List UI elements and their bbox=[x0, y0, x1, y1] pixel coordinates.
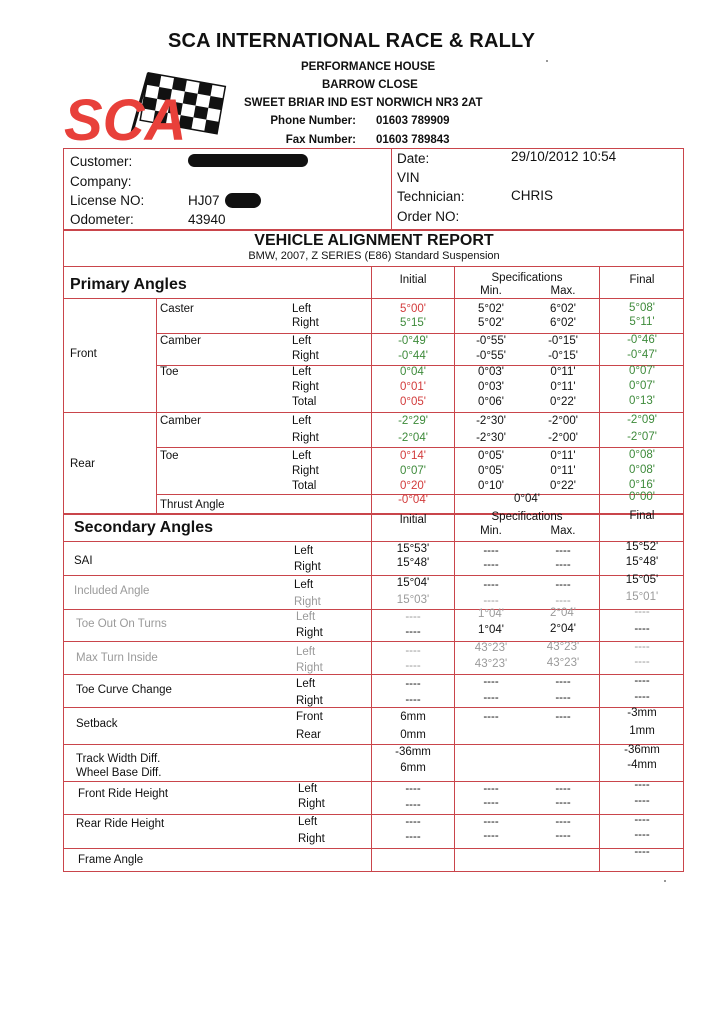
technician-label: Technician: bbox=[397, 189, 465, 204]
primary-col-min: Min. bbox=[480, 285, 502, 297]
primary-row-9-side-label: Left bbox=[292, 450, 312, 462]
toe-curve-label: Toe Curve Change bbox=[76, 684, 172, 696]
primary-col-initial: Initial bbox=[399, 274, 427, 286]
front-ride-initial-right: ---- bbox=[405, 799, 421, 811]
max-turn-right-label: Right bbox=[296, 662, 323, 674]
sai-right-label: Right bbox=[294, 561, 321, 573]
sai-min-left: ---- bbox=[483, 545, 499, 557]
setback-min: ---- bbox=[483, 711, 499, 723]
track-width-final: -36mm bbox=[624, 744, 660, 756]
toe-curve-left-label: Left bbox=[296, 678, 316, 690]
primary-row-9-final: 0°08' bbox=[629, 449, 655, 461]
toe-curve-min-left: ---- bbox=[483, 676, 499, 688]
phone-number: 01603 789909 bbox=[376, 115, 450, 127]
included-min-right: ---- bbox=[483, 595, 499, 607]
front-ride-final-left: ---- bbox=[634, 779, 650, 791]
primary-row-10-final: 0°08' bbox=[629, 464, 655, 476]
odometer-value: 43940 bbox=[188, 212, 226, 227]
primary-row-0-spec-max: 6°02' bbox=[550, 303, 576, 315]
primary-row-10-spec-min: 0°05' bbox=[478, 465, 504, 477]
primary-row-4-spec-max: 0°11' bbox=[550, 366, 576, 378]
max-turn-left-label: Left bbox=[296, 646, 316, 658]
included-right-label: Right bbox=[294, 596, 321, 608]
primary-row-10-spec-max: 0°11' bbox=[550, 465, 576, 477]
phone-label: Phone Number: bbox=[270, 115, 356, 127]
max-turn-label: Max Turn Inside bbox=[76, 652, 158, 664]
primary-row-6-spec-min: 0°06' bbox=[478, 396, 504, 408]
toe-out-initial-left: ---- bbox=[405, 611, 421, 623]
primary-row-8-spec-max: -2°00' bbox=[548, 432, 578, 444]
date-label: Date: bbox=[397, 151, 430, 166]
frame-angle-label: Frame Angle bbox=[78, 854, 144, 866]
address-line-2: BARROW CLOSE bbox=[322, 79, 418, 91]
primary-row-7-spec-min: -2°30' bbox=[476, 415, 506, 427]
primary-row-9-spec-max: 0°11' bbox=[550, 450, 576, 462]
toe-curve-initial-left: ---- bbox=[405, 678, 421, 690]
max-turn-initial-left: ---- bbox=[405, 645, 421, 657]
toe-curve-max-right: ---- bbox=[555, 692, 571, 704]
thrust-final: 0°00' bbox=[629, 491, 655, 503]
logo-text: SCA bbox=[64, 88, 187, 144]
address-line-3: SWEET BRIAR IND EST NORWICH NR3 2AT bbox=[244, 97, 483, 109]
primary-row-7-group-label: Camber bbox=[160, 415, 201, 427]
rear-ride-label: Rear Ride Height bbox=[76, 818, 165, 830]
frame-angle-final: ---- bbox=[634, 846, 650, 858]
thrust-angle-label: Thrust Angle bbox=[160, 499, 225, 511]
setback-front-label: Front bbox=[296, 711, 323, 723]
primary-row-3-side-label: Right bbox=[292, 350, 319, 362]
toe-curve-max-left: ---- bbox=[555, 676, 571, 688]
included-final-left: 15°05' bbox=[625, 574, 659, 586]
secondary-col-final: Final bbox=[629, 510, 655, 522]
rear-ride-max-left: ---- bbox=[555, 816, 571, 828]
primary-row-9-initial: 0°14' bbox=[400, 450, 426, 462]
primary-row-0-spec-min: 5°02' bbox=[478, 303, 504, 315]
odometer-label: Odometer: bbox=[70, 212, 134, 227]
primary-row-1-final: 5°11' bbox=[629, 316, 655, 328]
toe-out-label: Toe Out On Turns bbox=[76, 618, 167, 630]
rear-label: Rear bbox=[70, 458, 95, 470]
toe-out-right-label: Right bbox=[296, 627, 323, 639]
primary-row-7-final: -2°09' bbox=[627, 414, 657, 426]
toe-curve-initial-right: ---- bbox=[405, 694, 421, 706]
rear-ride-initial-left: ---- bbox=[405, 816, 421, 828]
redacted-customer bbox=[188, 154, 308, 167]
primary-row-2-spec-min: -0°55' bbox=[476, 335, 506, 347]
sai-label: SAI bbox=[74, 555, 93, 567]
included-max-left: ---- bbox=[555, 579, 571, 591]
max-turn-final-left: ---- bbox=[634, 641, 650, 653]
date-value: 29/10/2012 10:54 bbox=[511, 149, 617, 164]
max-turn-max-right: 43°23' bbox=[546, 657, 580, 669]
primary-row-2-spec-max: -0°15' bbox=[548, 335, 578, 347]
rear-ride-max-right: ---- bbox=[555, 830, 571, 842]
primary-angles-title: Primary Angles bbox=[70, 276, 187, 293]
sai-max-right: ---- bbox=[555, 559, 571, 571]
toe-curve-right-label: Right bbox=[296, 695, 323, 707]
primary-row-2-initial: -0°49' bbox=[398, 335, 428, 347]
company-name: SCA INTERNATIONAL RACE & RALLY bbox=[168, 30, 536, 52]
primary-row-8-spec-min: -2°30' bbox=[476, 432, 506, 444]
primary-row-8-initial: -2°04' bbox=[398, 432, 428, 444]
primary-row-5-final: 0°07' bbox=[629, 380, 655, 392]
primary-row-4-group-label: Toe bbox=[160, 366, 179, 378]
primary-row-11-initial: 0°20' bbox=[400, 480, 426, 492]
toe-out-initial-right: ---- bbox=[405, 626, 421, 638]
sca-logo bbox=[62, 62, 232, 144]
company-label: Company: bbox=[70, 174, 132, 189]
toe-out-final-left: ---- bbox=[634, 606, 650, 618]
primary-col-specs: Specifications bbox=[491, 272, 563, 284]
primary-row-0-group-label: Caster bbox=[160, 303, 194, 315]
primary-row-0-final: 5°08' bbox=[629, 302, 655, 314]
sai-initial-left: 15°53' bbox=[396, 543, 430, 555]
primary-row-5-spec-min: 0°03' bbox=[478, 381, 504, 393]
sai-left-label: Left bbox=[294, 545, 314, 557]
vin-label: VIN bbox=[397, 170, 420, 185]
secondary-col-min: Min. bbox=[480, 525, 502, 537]
primary-row-11-final: 0°16' bbox=[629, 479, 655, 491]
setback-rear-label: Rear bbox=[296, 729, 321, 741]
primary-row-1-side-label: Right bbox=[292, 317, 319, 329]
front-ride-right-label: Right bbox=[298, 798, 325, 810]
front-ride-min-right: ---- bbox=[483, 797, 499, 809]
report-subtitle: BMW, 2007, Z SERIES (E86) Standard Suspension bbox=[248, 250, 500, 262]
track-width-initial: -36mm bbox=[395, 746, 431, 758]
rear-ride-final-right: ---- bbox=[634, 829, 650, 841]
order-label: Order NO: bbox=[397, 209, 460, 224]
primary-row-1-spec-min: 5°02' bbox=[478, 317, 504, 329]
wheel-base-label: Wheel Base Diff. bbox=[76, 767, 162, 779]
max-turn-max-left: 43°23' bbox=[546, 641, 580, 653]
included-final-right: 15°01' bbox=[625, 591, 659, 603]
included-max-right: ---- bbox=[555, 595, 571, 607]
front-ride-min-left: ---- bbox=[483, 783, 499, 795]
included-left-label: Left bbox=[294, 579, 314, 591]
max-turn-min-right: 43°23' bbox=[474, 658, 508, 670]
primary-row-6-spec-max: 0°22' bbox=[550, 396, 576, 408]
license-label: License NO: bbox=[70, 193, 145, 208]
max-turn-initial-right: ---- bbox=[405, 660, 421, 672]
primary-row-6-initial: 0°05' bbox=[400, 396, 426, 408]
primary-row-5-spec-max: 0°11' bbox=[550, 381, 576, 393]
customer-label: Customer: bbox=[70, 154, 133, 169]
rear-ride-final-left: ---- bbox=[634, 814, 650, 826]
primary-row-0-initial: 5°00' bbox=[400, 303, 426, 315]
primary-row-1-spec-max: 6°02' bbox=[550, 317, 576, 329]
sai-final-left: 15°52' bbox=[625, 541, 659, 553]
included-initial-left: 15°04' bbox=[396, 577, 430, 589]
toe-out-max-right: 2°04' bbox=[550, 623, 576, 635]
primary-row-3-initial: -0°44' bbox=[398, 350, 428, 362]
toe-curve-min-right: ---- bbox=[483, 692, 499, 704]
technician-value: CHRIS bbox=[511, 188, 554, 203]
primary-row-4-initial: 0°04' bbox=[400, 366, 426, 378]
primary-row-7-spec-max: -2°00' bbox=[548, 415, 578, 427]
primary-row-6-side-label: Total bbox=[292, 396, 317, 408]
primary-row-0-side-label: Left bbox=[292, 303, 312, 315]
wheel-base-final: -4mm bbox=[627, 759, 657, 771]
thrust-initial: -0°04' bbox=[398, 494, 428, 506]
sai-final-right: 15°48' bbox=[625, 556, 659, 568]
rear-ride-left-label: Left bbox=[298, 816, 318, 828]
thrust-spec: 0°04' bbox=[514, 493, 540, 505]
primary-row-5-side-label: Right bbox=[292, 381, 319, 393]
front-ride-left-label: Left bbox=[298, 783, 318, 795]
sai-min-right: ---- bbox=[483, 559, 499, 571]
primary-row-4-final: 0°07' bbox=[629, 365, 655, 377]
rear-ride-initial-right: ---- bbox=[405, 831, 421, 843]
primary-row-7-side-label: Left bbox=[292, 415, 312, 427]
front-label: Front bbox=[70, 348, 97, 360]
report-title: VEHICLE ALIGNMENT REPORT bbox=[254, 232, 494, 249]
primary-row-2-group-label: Camber bbox=[160, 335, 201, 347]
primary-row-10-side-label: Right bbox=[292, 465, 319, 477]
setback-initial-rear: 0mm bbox=[400, 729, 426, 741]
front-ride-label: Front Ride Height bbox=[78, 788, 169, 800]
primary-row-4-spec-min: 0°03' bbox=[478, 366, 504, 378]
setback-initial-front: 6mm bbox=[400, 711, 426, 723]
sai-initial-right: 15°48' bbox=[396, 557, 430, 569]
toe-curve-final-right: ---- bbox=[634, 691, 650, 703]
rear-ride-min-left: ---- bbox=[483, 816, 499, 828]
primary-row-11-spec-min: 0°10' bbox=[478, 480, 504, 492]
primary-row-9-spec-min: 0°05' bbox=[478, 450, 504, 462]
front-ride-initial-left: ---- bbox=[405, 783, 421, 795]
toe-out-final-right: ---- bbox=[634, 623, 650, 635]
primary-row-3-final: -0°47' bbox=[627, 349, 657, 361]
fax-label: Fax Number: bbox=[285, 134, 356, 146]
front-ride-final-right: ---- bbox=[634, 795, 650, 807]
setback-final-rear: 1mm bbox=[629, 725, 655, 737]
address-line-1: PERFORMANCE HOUSE bbox=[301, 61, 436, 73]
secondary-col-initial: Initial bbox=[399, 514, 427, 526]
setback-final-front: -3mm bbox=[627, 707, 657, 719]
toe-out-max-left: 2°04' bbox=[550, 607, 576, 619]
primary-row-2-side-label: Left bbox=[292, 335, 312, 347]
primary-col-final: Final bbox=[629, 274, 655, 286]
front-ride-max-left: ---- bbox=[555, 783, 571, 795]
sai-max-left: ---- bbox=[555, 545, 571, 557]
primary-row-6-final: 0°13' bbox=[629, 395, 655, 407]
primary-row-11-spec-max: 0°22' bbox=[550, 480, 576, 492]
wheel-base-initial: 6mm bbox=[400, 762, 426, 774]
included-initial-right: 15°03' bbox=[396, 594, 430, 606]
primary-row-5-initial: 0°01' bbox=[400, 381, 426, 393]
track-width-label: Track Width Diff. bbox=[76, 753, 161, 765]
max-turn-min-left: 43°23' bbox=[474, 642, 508, 654]
max-turn-final-right: ---- bbox=[634, 656, 650, 668]
toe-curve-final-left: ---- bbox=[634, 675, 650, 687]
primary-row-8-side-label: Right bbox=[292, 432, 319, 444]
primary-row-1-initial: 5°15' bbox=[400, 317, 426, 329]
primary-row-7-initial: -2°29' bbox=[398, 415, 428, 427]
front-ride-max-right: ---- bbox=[555, 797, 571, 809]
primary-row-9-group-label: Toe bbox=[160, 450, 179, 462]
secondary-col-max: Max. bbox=[550, 525, 576, 537]
setback-label: Setback bbox=[76, 718, 118, 730]
included-angle-label: Included Angle bbox=[74, 585, 150, 597]
toe-out-left-label: Left bbox=[296, 611, 316, 623]
primary-row-2-final: -0°46' bbox=[627, 334, 657, 346]
included-min-left: ---- bbox=[483, 579, 499, 591]
rear-ride-min-right: ---- bbox=[483, 830, 499, 842]
secondary-col-specs: Specifications bbox=[491, 511, 563, 523]
toe-out-min-right: 1°04' bbox=[478, 624, 504, 636]
primary-row-8-final: -2°07' bbox=[627, 431, 657, 443]
primary-row-3-spec-max: -0°15' bbox=[548, 350, 578, 362]
secondary-angles-title: Secondary Angles bbox=[74, 519, 214, 536]
primary-row-4-side-label: Left bbox=[292, 366, 312, 378]
primary-row-10-initial: 0°07' bbox=[400, 465, 426, 477]
primary-row-11-side-label: Total bbox=[292, 480, 317, 492]
rear-ride-right-label: Right bbox=[298, 833, 325, 845]
primary-col-max: Max. bbox=[550, 285, 576, 297]
license-value: HJ07 bbox=[188, 193, 220, 208]
fax-number: 01603 789843 bbox=[376, 134, 450, 146]
toe-out-min-left: 1°04' bbox=[478, 608, 504, 620]
primary-row-3-spec-min: -0°55' bbox=[476, 350, 506, 362]
redacted-license bbox=[225, 193, 261, 208]
setback-max: ---- bbox=[555, 711, 571, 723]
